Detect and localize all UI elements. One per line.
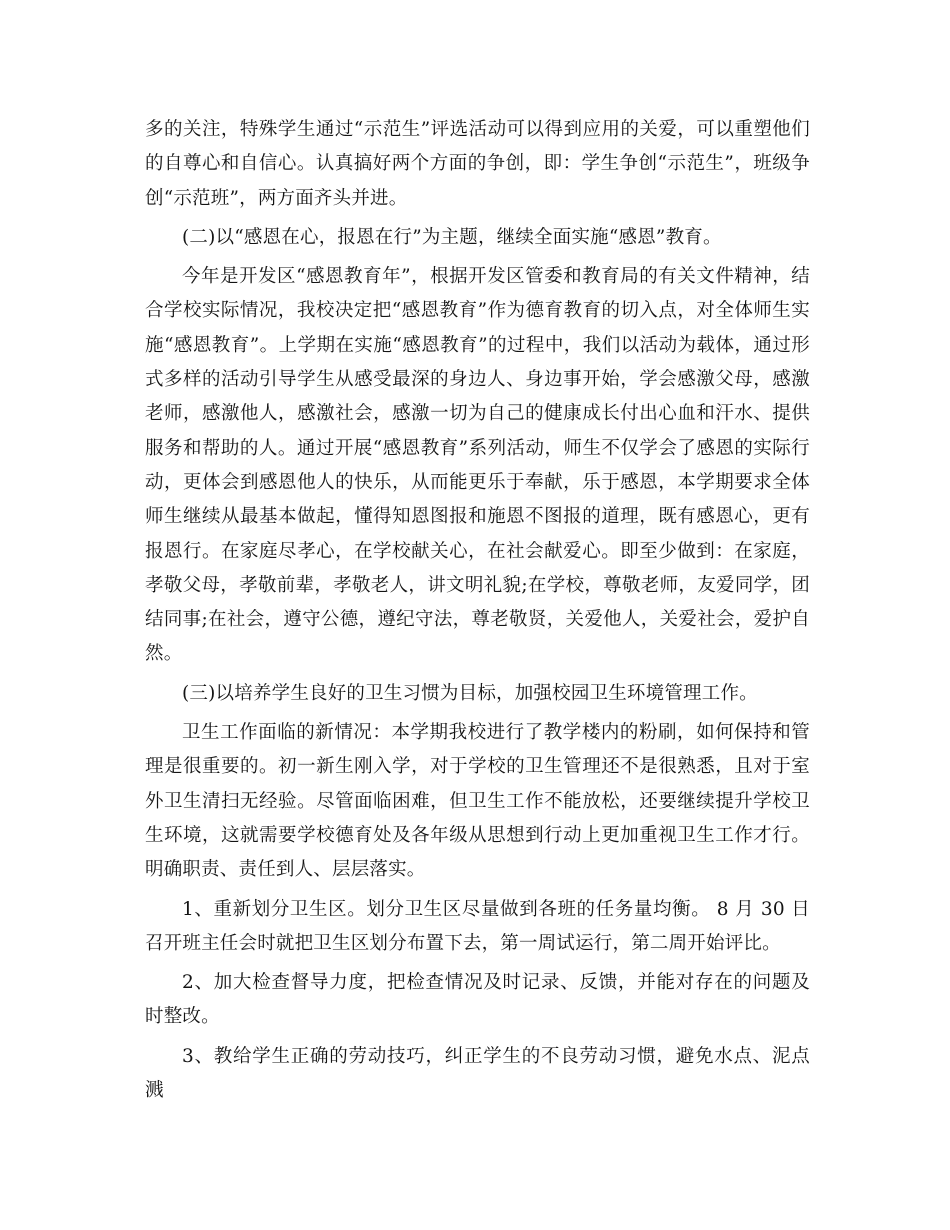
- document-body: [145, 113, 810, 1108]
- paragraph-gratitude-education: 今年是开发区“感恩教育年”，根据开发区管委和教育局的有关文件精神，结合学校实际情况，我校决定把“感恩教育”作为德育教育的切入点，对全体师生实施“感恩教育”。上学期在实施“感恩教育”的过程中，我们以活动为载体，通过形式多样的活动引导学生从感受最深的身边人、身边事开始，学会感激父母，感激老师，感激他人，感激社会，感激一切为自己的健康成长付出心血和汗水、提供服务和帮助的人。通过开展“感恩教育”系列活动，师生不仅学会了感恩的实际行动，更体会到感恩他人的快乐，从而能更乐于奉献，乐于感恩，本学期要求全体师生继续从最基本做起，懂得知恩图报和施恩不图报的道理，既有感恩心，更有报恩行。在家庭尽孝心，在学校献关心，在社会献爱心。即至少做到：在家庭，孝敬父母，孝敬前辈，孝敬老人，讲文明礼貌;在学校，尊敬老师，友爱同学，团结同事;在社会，遵守公德，遵纪守法，尊老敬贤，关爱他人，关爱社会，爱护自然。: [145, 266, 810, 665]
- paragraph-continuation: 多的关注，特殊学生通过“示范生”评选活动可以得到应用的关爱，可以重塑他们的自尊心和自信心。认真搞好两个方面的争创，即：学生争创“示范生”，班级争创“示范班”，两方面齐头并进。: [145, 119, 810, 209]
- section-heading-hygiene: (三)以培养学生良好的卫生习惯为目标，加强校园卫生环境管理工作。: [182, 682, 758, 704]
- list-item-2: 2、加大检查督导力度，把检查情况及时记录、反馈，并能对存在的问题及时整改。: [145, 972, 810, 1028]
- section-heading-gratitude: (二)以“感恩在心，报恩在行”为主题，继续全面实施“感恩”教育。: [182, 226, 722, 248]
- list-item-1: 1、重新划分卫生区。划分卫生区尽量做到各班的任务量均衡。 8 月 30 日召开班主任会时就把卫生区划分布置下去，第一周试运行，第二周开始评比。: [145, 898, 810, 954]
- paragraph-hygiene-situation: 卫生工作面临的新情况：本学期我校进行了教学楼内的粉刷，如何保持和管理是很重要的。初一新生刚入学，对于学校的卫生管理还不是很熟悉，且对于室外卫生清扫无经验。尽管面临困难，但卫生工作不能放松，还要继续提升学校卫生环境，这就需要学校德育处及各年级从思想到行动上更加重视卫生工作才行。明确职责、责任到人、层层落实。: [145, 722, 810, 881]
- list-item-3: 3、教给学生正确的劳动技巧，纠正学生的不良劳动习惯，避免水点、泥点溅: [145, 1045, 810, 1102]
